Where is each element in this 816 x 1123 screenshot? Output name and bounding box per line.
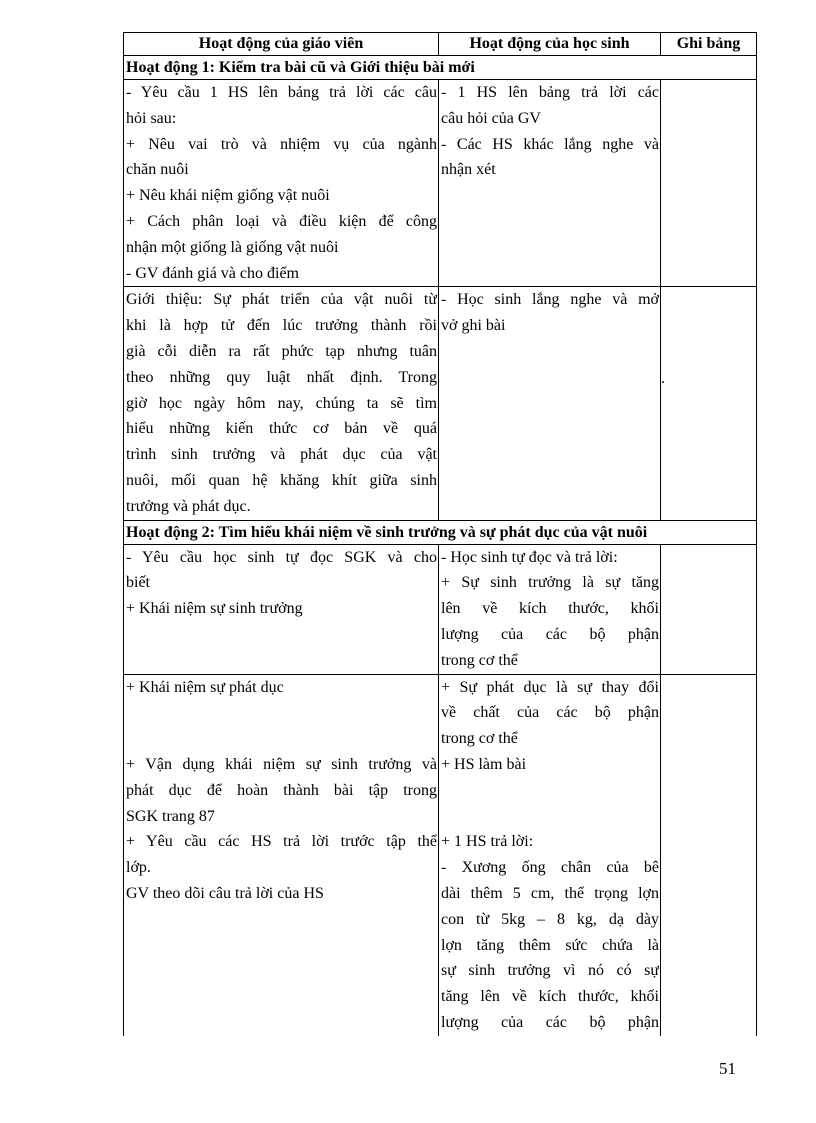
student-cell xyxy=(439,80,661,287)
text-line: nhận xét xyxy=(441,161,496,179)
text-line: + Sự sinh trưởng là sự tăng xyxy=(441,574,659,592)
text-line: dài thêm 5 cm, thể trọng lợn xyxy=(441,884,659,902)
text-line: GV theo dõi câu trả lời của HS xyxy=(126,884,324,902)
board-cell xyxy=(661,287,757,520)
text-line: sự sinh trưởng vì nó có sự xyxy=(441,962,659,980)
text-line: + 1 HS trả lời: xyxy=(441,833,534,851)
text-line: - Xương ống chân của bê xyxy=(441,859,659,877)
text-line: + Nêu khái niệm giống vật nuôi xyxy=(126,187,330,205)
section-title-2: Hoạt động 2: Tìm hiểu khái niệm về sinh trưởng và sự phát dục của vật nuôi xyxy=(124,520,757,544)
text-line: khi là hợp tử đến lúc trưởng thành rồi xyxy=(126,317,437,335)
table-row xyxy=(124,674,757,1036)
text-line xyxy=(126,700,437,726)
text-line: tăng lên về kích thước, khối xyxy=(441,988,659,1006)
student-cell xyxy=(439,544,661,674)
board-note-mark: . xyxy=(661,370,665,387)
text-line: - 1 HS lên bảng trả lời các xyxy=(441,84,659,101)
text-line: lên về kích thước, khối xyxy=(441,600,659,618)
text-line: - Học sinh tự đọc và trả lời: xyxy=(441,548,618,566)
text-line: + Yêu cầu các HS trả lời trước tập thể xyxy=(126,833,437,851)
text-line: - Yêu cầu học sinh tự đọc SGK và cho xyxy=(126,548,437,566)
board-cell xyxy=(661,80,757,287)
text-line: - GV đánh giá và cho điểm xyxy=(126,264,299,282)
text-line: trình sinh trưởng và phát dục của vật xyxy=(126,446,437,464)
text-line: về chất của các bộ phận xyxy=(441,704,659,722)
text-line: già cỗi diễn ra rất phức tạp nhưng tuân xyxy=(126,342,437,360)
text-line: + HS làm bài xyxy=(441,755,527,773)
text-line: theo những quy luật nhất định. Trong xyxy=(126,368,437,386)
table-row xyxy=(124,287,757,520)
text-line: chăn nuôi xyxy=(126,161,189,179)
text-line xyxy=(126,726,437,752)
text-line: + Nêu vai trò và nhiệm vụ của ngành xyxy=(126,135,437,153)
teacher-cell xyxy=(124,544,439,674)
text-line: - Các HS khác lắng nghe và xyxy=(441,135,659,153)
text-line: câu hỏi của GV xyxy=(441,109,541,127)
text-line: - Yêu cầu 1 HS lên bảng trả lời các câu xyxy=(126,84,437,101)
text-line: lợn tăng thêm sức chứa là xyxy=(441,936,659,954)
text-line: + Khái niệm sự sinh trưởng xyxy=(126,600,303,618)
text-line: phát dục để hoàn thành bài tập trong xyxy=(126,781,437,799)
text-line: trong cơ thể xyxy=(441,730,518,748)
text-line: SGK trang 87 xyxy=(126,807,215,825)
board-cell xyxy=(661,544,757,674)
text-line: nuôi, mối quan hệ khăng khít giữa sinh xyxy=(126,471,437,489)
text-line: hỏi sau: xyxy=(126,109,177,127)
text-line: + Sự phát dục là sự thay đổi xyxy=(441,678,659,696)
section-row-2 xyxy=(124,520,757,544)
text-line: vở ghi bài xyxy=(441,317,506,335)
section-row-1 xyxy=(124,56,757,80)
text-line: lượng của các bộ phận xyxy=(441,1013,659,1031)
lesson-plan-table xyxy=(123,32,757,1036)
table-row xyxy=(124,544,757,674)
text-line: hiểu những kiến thức cơ bản về quá xyxy=(126,420,437,438)
table-row xyxy=(124,80,757,287)
text-line: con từ 5kg – 8 kg, dạ dày xyxy=(441,910,659,928)
text-line: Giới thiệu: Sự phát triển của vật nuôi từ xyxy=(126,291,437,309)
text-line: trưởng và phát dục. xyxy=(126,497,251,515)
teacher-cell xyxy=(124,80,439,287)
text-line: giờ học ngày hôm nay, chúng ta sẽ tìm xyxy=(126,394,437,412)
header-row xyxy=(124,33,757,56)
board-cell xyxy=(661,674,757,1036)
header-student: Hoạt động của học sinh xyxy=(439,33,661,56)
student-cell xyxy=(439,287,661,520)
text-line: + Vận dụng khái niệm sự sinh trưởng và xyxy=(126,755,437,773)
text-line: nhận một giống là giống vật nuôi xyxy=(126,238,339,256)
student-cell xyxy=(439,674,661,1036)
text-line: + Cách phân loại và điều kiện để công xyxy=(126,212,437,230)
page-number: 51 xyxy=(719,1059,736,1078)
text-line: trong cơ thể xyxy=(441,651,518,669)
header-teacher: Hoạt động của giáo viên xyxy=(124,33,439,56)
header-board: Ghi bảng xyxy=(661,33,757,56)
text-line: + Khái niệm sự phát dục xyxy=(126,678,284,696)
text-line: lượng của các bộ phận xyxy=(441,625,659,643)
teacher-cell xyxy=(124,674,439,1036)
text-line xyxy=(441,778,659,804)
text-line: - Học sinh lắng nghe và mở xyxy=(441,291,659,309)
section-title-1: Hoạt động 1: Kiểm tra bài cũ và Giới thiệu bài mới xyxy=(124,56,757,80)
text-line: biết xyxy=(126,574,150,592)
teacher-cell xyxy=(124,287,439,520)
text-line xyxy=(441,804,659,830)
text-line: lớp. xyxy=(126,859,151,877)
